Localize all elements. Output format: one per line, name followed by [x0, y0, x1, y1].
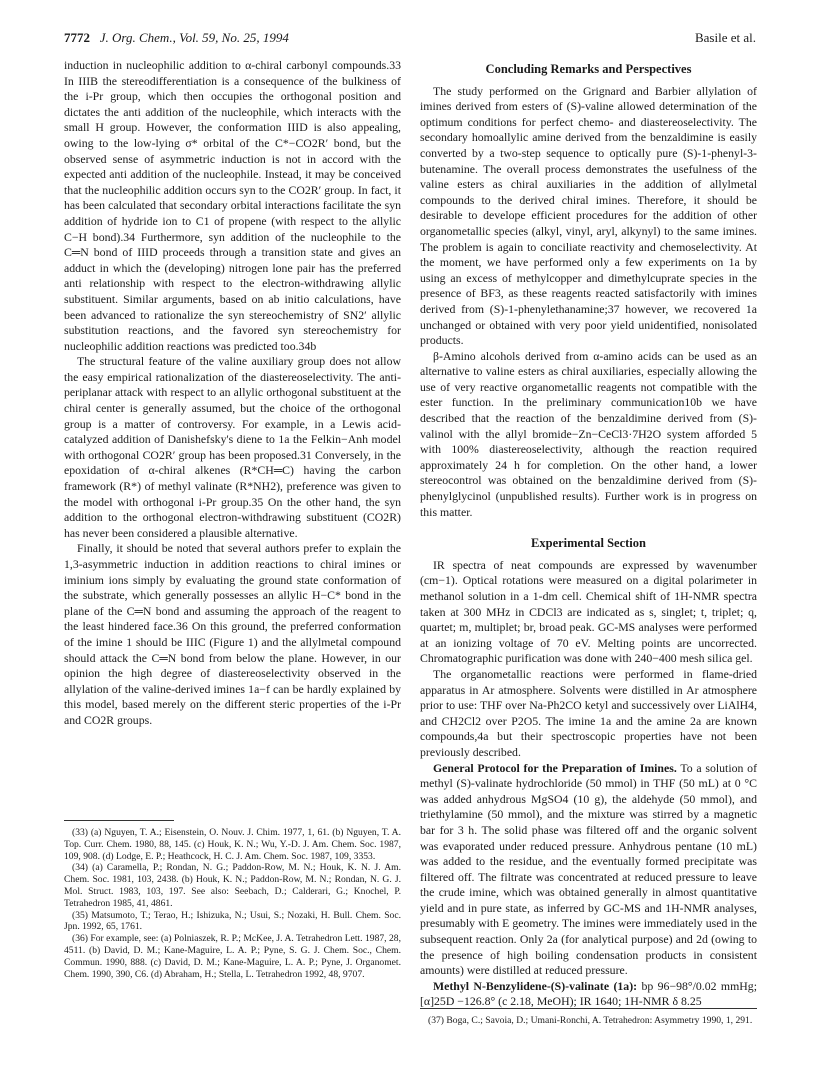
compound-text: bp 96−98°/0.02 mmHg; [α]25D −126.8° (c 2.18, MeOH); IR 1640; 1H-NMR δ 8.25 [420, 978, 757, 1009]
concluding-paragraph-1: The study performed on the Grignard and Barbier allylation of imines derived from esters of (S)-valine allowed determination of the optimum conditions for perfect chemo- and diastereoselectivity. The secondary homoallylic amine derived from the benzaldimine is easily converted by a two-step sequence to optically pure (S)-1-phenyl-3-butenamine. The overall process demonstrates the usefulness of the valine esters as chiral auxiliaries in the addition of allylmetal compounds to the derived chiral imines. Therefore, it should be desirable to develope efficient procedures for the addition of other organometallic species (alkyl, vinyl, aryl, alkynyl) to the same imines. The problem is again to conciliate reactivity and chemoselectivity. At the moment, we have performed only a few experiments on 1a by using an excess of methylcopper and dimethylcuprate species in the presence of BF3, as these reagents reacted satisfactorily with imines derived from (S)-1-phenylethanamine;37 however, we recovered 1a unchanged or obtained with very poor yield unidentified, nonisolated products. [420, 83, 757, 348]
left-footnotes [64, 820, 401, 980]
footnote-37: (37) Boga, C.; Savoia, D.; Umani-Ronchi, A. Tetrahedron: Asymmetry 1990, 1, 291. [428, 1015, 753, 1026]
right-footnote-rule [420, 1008, 757, 1009]
compound-paragraph [420, 979, 757, 1010]
left-paragraph-1: induction in nucleophilic addition to α-chiral carbonyl compounds.33 In IIIB the stereodifferentiation is a consequence of the bulkiness of the i-Pr group, which then occupies the orthogonal position and dictates the anti addition of the nucleophile, which interacts with the small H group. However, the conformation IIID is also appealing, owing to the low-lying σ* orbital of the C*−CO2R′ bond, but the observed sense of asymmetric induction is not in accord with the expected anti addition of the nucleophile. Instead, it may be conceived that the nucleophilic addition occurs syn to the CO2R′ group. In fact, it has been calculated that secondary orbital interactions facilitate the syn addition of hydride ion to C1 of propene (with respect to the allylic C−H bond).34 Furthermore, syn addition of the nucleophile to the C═N bond of IIID proceeds through a transition state and gives an adduct in which the (developing) nitrogen lone pair has the preferred anti relationship with respect to the electron-withdrawing allylic substituent. Similar arguments, based on ab initio calculations, have been advanced to rationalize the syn stereochemistry of SN2′ allylic substitution reactions, and the favored syn stereochemistry for nucleophilic addition reactions was predicted too.34b [64, 58, 401, 353]
concluding-paragraph-2: β-Amino alcohols derived from α-amino acids can be used as an alternative to valine esters as chiral auxiliaries, especially allowing the use of very reactive organometallic reagents not compatible with the ester function. In the preliminary communication10b we have described that the reaction of the benzaldimine derived from (S)-valinol with the allyl bromide−Zn−CeCl3·7H2O system afforded 5 with 100% diastereoselectivity, although the reaction required approximately 24 h for completion. On the other hand, a lower stereocontrol was obtained on the benzaldimine derived from (S)-phenylglycinol (unpublished results). Further work is in progress on this matter. [420, 348, 757, 519]
protocol-title: General Protocol for the Preparation of Imines. [433, 760, 677, 775]
section-gap [420, 520, 757, 532]
right-footnotes [420, 1008, 757, 1027]
compound-title: Methyl N-Benzylidene-(S)-valinate (1a): [433, 978, 638, 993]
footnote-36: (36) For example, see: (a) Polniaszek, R. P.; McKee, J. A. Tetrahedron Lett. 1987, 28, 4511. (b) David, D. M.; Kane-Maguire, L. A. P.; Pyne, S. G. J. Chem. Soc., Chem. Commun. 1990, 888. (c) David, D. M.; Kane-Maguire, L. A. P.; Pyne, J. Organomet. Chem. 1990, 390, C6. (d) Abraham, H.; Stella, L. Tetrahedron 1992, 48, 9707. [64, 933, 401, 980]
protocol-paragraph [420, 761, 757, 979]
page-number: 7772 [64, 30, 90, 45]
footnote-35: (35) Matsumoto, T.; Terao, H.; Ishizuka, N.; Usui, S.; Nozaki, H. Bull. Chem. Soc. Jpn. 1992, 65, 1761. [64, 909, 401, 933]
experimental-paragraph-2: The organometallic reactions were performed in flame-dried apparatus in Ar atmosphere. Solvents were distilled in Ar atmosphere prior to use: THF over Na-Ph2CO ketyl and successively over LiAlH4, and CH2Cl2 over P2O5. The imine 1a and the amine 2a are known compounds,4a but their spectroscopic properties have not been previously described. [420, 666, 757, 759]
footnote-34: (34) (a) Caramella, P.; Rondan, N. G.; Paddon-Row, M. N.; Houk, K. N. J. Am. Chem. Soc. 1981, 103, 2438. (b) Houk, K. N.; Paddon-Row, M. N.; Rondan, N. G. J. Mol. Struct. 1983, 103, 197. See also: Seebach, D.; Calderari, G.; Knochel, P. Tetrahedron 1985, 41, 4861. [64, 862, 401, 909]
left-column [64, 58, 401, 729]
section-title-concluding: Concluding Remarks and Perspectives [485, 62, 692, 76]
footnote-33: (33) (a) Nguyen, T. A.; Eisenstein, O. Nouv. J. Chim. 1977, 1, 61. (b) Nguyen, T. A. Top. Curr. Chem. 1980, 88, 145. (c) Houk, K. N.; Wu, Y.-D. J. Am. Chem. Soc. 1987, 109, 908. (d) Lodge, E. P.; Heathcock, H. C. J. Am. Chem. Soc. 1987, 109, 3353. [64, 827, 401, 862]
protocol-text: To a solution of methyl (S)-valinate hydrochloride (50 mmol) in THF (50 mL) at 0 °C was added anhydrous MgSO4 (10 g), the aldehyde (50 mmol), and triethylamine (50 mmol), and the mixture was stirred by a magnetic bar for 3 h. The solid phase was filtered off and the organic solvent was evaporated under reduced pressure. Anhydrous pentane (10 mL) was added to the residue, and the eventually formed precipitate was filtered off. The filtrate was concentrated at reduced pressure to leave the crude imine, which was obtained generally in almost quantitative yield and in pure state, as inferred by GC-MS and 1H-NMR analyses, presumably with E geometry. The imines were immediately used in the subsequent reaction. Only 2a (for analytical purpose) and 2d (owing to the presence of high boiling condensation products in consistent amounts) were distilled at reduced pressure. [420, 760, 757, 978]
right-column [420, 58, 757, 1010]
header-left [64, 30, 289, 46]
page-header [64, 30, 756, 48]
left-paragraph-2: The structural feature of the valine auxiliary group does not allow the easy empirical rationalization of the diastereoselectivity. The anti-periplanar attack with respect to an allylic orthogonal substituent at the chiral center is generally assumed, but the choice of the orthogonal group is a matter of controversy. For example, in a Lewis acid-catalyzed addition of Danishefsky's diene to 1a the Felkin−Anh model with orthogonal CO2R′ group has been proposed.31 Conversely, in the epoxidation of α-chiral alkenes (R*CH═C) having the carbon framework (R*) of methyl valinate (R*NH2), preference was given to the model with orthogonal i-Pr group.35 On the other hand, the syn addition to the orthogonal electron-withdrawing substituent (CO2R) has never been considered a plausible alternative. [64, 354, 401, 540]
footnote-rule [64, 820, 174, 821]
experimental-paragraph-1: IR spectra of neat compounds are expressed by wavenumber (cm−1). Optical rotations were measured on a digital polarimeter in methanol solution in a 1-dm cell. Chemical shift of 1H-NMR spectra taken at 300 MHz in CDCl3 are indicated as s, singlet; t, triplet; q, quartet; m, multiplet; br, broad peak. GC-MS analyses were performed at an ionizing voltage of 70 eV. Melting points are uncorrected. Chromatographic purification was done with 240−400 mesh silica gel. [420, 557, 757, 666]
journal-citation: J. Org. Chem., Vol. 59, No. 25, 1994 [99, 30, 289, 45]
left-paragraph-3: Finally, it should be noted that several authors prefer to explain the 1,3-asymmetric induction in addition reactions to chiral imines or iminium ions simply by evaluating the ground state conformation of the substrate, which generally possesses an allylic H−C* bond in the plane of the C═N bond and assuming the approach of the reagent to the least hindered face.36 On this ground, the preferred conformation of the imine 1 should be IIIC (Figure 1) and the allylmetal compound should attack the C═N bond from below the plane. However, in our opinion the high degree of diastereoselectivity observed in the allylation of the valine-derived imines 1a−f can be hardly explained by this model, based merely on the different steric properties of the i-Pr and CO2R groups. [64, 541, 401, 727]
header-authors: Basile et al. [694, 30, 756, 45]
section-title-experimental: Experimental Section [531, 536, 646, 551]
